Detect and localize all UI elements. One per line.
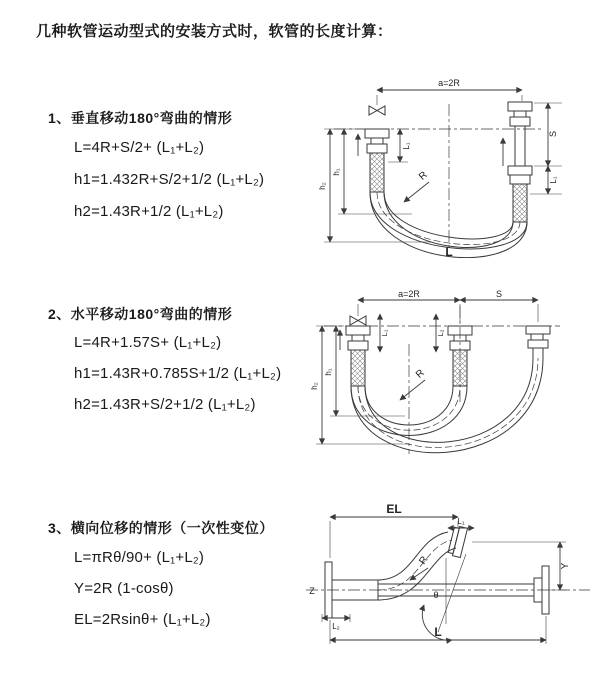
section-2-formula-L: L=4R+1.57S+ (L₁+L₂)	[74, 334, 222, 351]
section-1-formula-h2: h2=1.43R+1/2 (L₁+L₂)	[74, 203, 224, 220]
dim-label-r: R	[417, 554, 431, 567]
dim-a2r	[358, 289, 538, 322]
section-3-formula-EL: EL=2Rsinθ+ (L₁+L₂)	[74, 611, 211, 628]
dim-label-r: R	[416, 169, 430, 183]
dim-label-l1: L₁	[380, 329, 389, 337]
dim-l1-right	[530, 166, 562, 194]
left-fitting	[346, 326, 370, 386]
section-3-formula-Y: Y=2R (1-cosθ)	[74, 580, 174, 597]
dim-label-el: EL	[386, 502, 402, 516]
diagram-vertical-180-bend	[312, 74, 592, 258]
left-fitting	[365, 129, 389, 192]
hose-u-bend-position-b	[351, 358, 543, 453]
valve-icon	[369, 106, 385, 115]
radius-callout	[410, 554, 431, 580]
angle-theta	[422, 554, 466, 640]
dim-a2r	[377, 78, 522, 105]
page-title: 几种软管运动型式的安装方式时，软管的长度计算：	[36, 23, 393, 40]
dim-label-l1: L₁	[457, 517, 465, 526]
dim-label-l2: L₂	[436, 329, 445, 337]
dim-l	[330, 616, 546, 644]
diagram-horizontal-180-bend	[310, 286, 592, 464]
dim-label-h2: h₂	[310, 382, 319, 390]
right-fitting	[526, 326, 550, 358]
tilted-flange	[448, 525, 468, 557]
section-1-formula-h1: h1=1.432R+S/2+1/2 (L₁+L₂)	[74, 171, 265, 188]
radius-callout	[404, 170, 430, 202]
dim-label-a2r: a=2R	[398, 289, 420, 299]
dim-label-h1: h₁	[332, 168, 341, 176]
dim-l1-fitting	[388, 129, 411, 162]
dim-label-s: S	[548, 130, 558, 138]
section-2-formula-h2: h2=1.43R+S/2+1/2 (L₁+L₂)	[74, 396, 256, 413]
middle-fitting	[448, 326, 472, 386]
section-2-heading: 2、水平移动180°弯曲的情形	[48, 306, 233, 322]
dim-label-theta: θ	[433, 590, 439, 600]
dim-label-l1-fitting: L₁	[402, 142, 411, 150]
dim-label-h2: h₂	[318, 182, 327, 190]
dim-s	[534, 103, 562, 166]
section-3-heading: 3、横向位移的情形（一次性变位）	[48, 520, 274, 536]
dim-label-r: R	[413, 367, 427, 381]
dim-label-l2: L₂	[332, 622, 340, 631]
dim-l2	[436, 314, 445, 352]
dim-l1	[380, 314, 389, 352]
dim-el	[330, 502, 458, 558]
dim-label-l: L	[445, 245, 453, 258]
dim-y	[472, 542, 571, 590]
diagram-lateral-displacement	[298, 502, 600, 650]
radius-callout	[400, 368, 427, 400]
dim-s	[460, 289, 538, 300]
section-3-formula-L: L=πRθ/90+ (L₁+L₂)	[74, 549, 205, 566]
section-1-formula-L: L=4R+S/2+ (L₁+L₂)	[74, 139, 205, 156]
break-symbol-z: Z	[309, 586, 315, 596]
dim-label-h1: h₁	[324, 368, 333, 376]
section-1-heading: 1、垂直移动180°弯曲的情形	[48, 110, 233, 126]
dim-label-s: S	[495, 289, 503, 299]
dim-label-l1-right: L₁	[549, 176, 558, 184]
dim-l2	[322, 614, 350, 631]
section-2-formula-h1: h1=1.43R+0.785S+1/2 (L₁+L₂)	[74, 365, 282, 382]
valve-icon	[350, 316, 366, 325]
right-fitting	[508, 102, 532, 222]
dim-label-l: L	[434, 625, 442, 639]
dim-label-y: Y	[560, 562, 571, 570]
dim-label-a2r: a=2R	[438, 78, 460, 88]
